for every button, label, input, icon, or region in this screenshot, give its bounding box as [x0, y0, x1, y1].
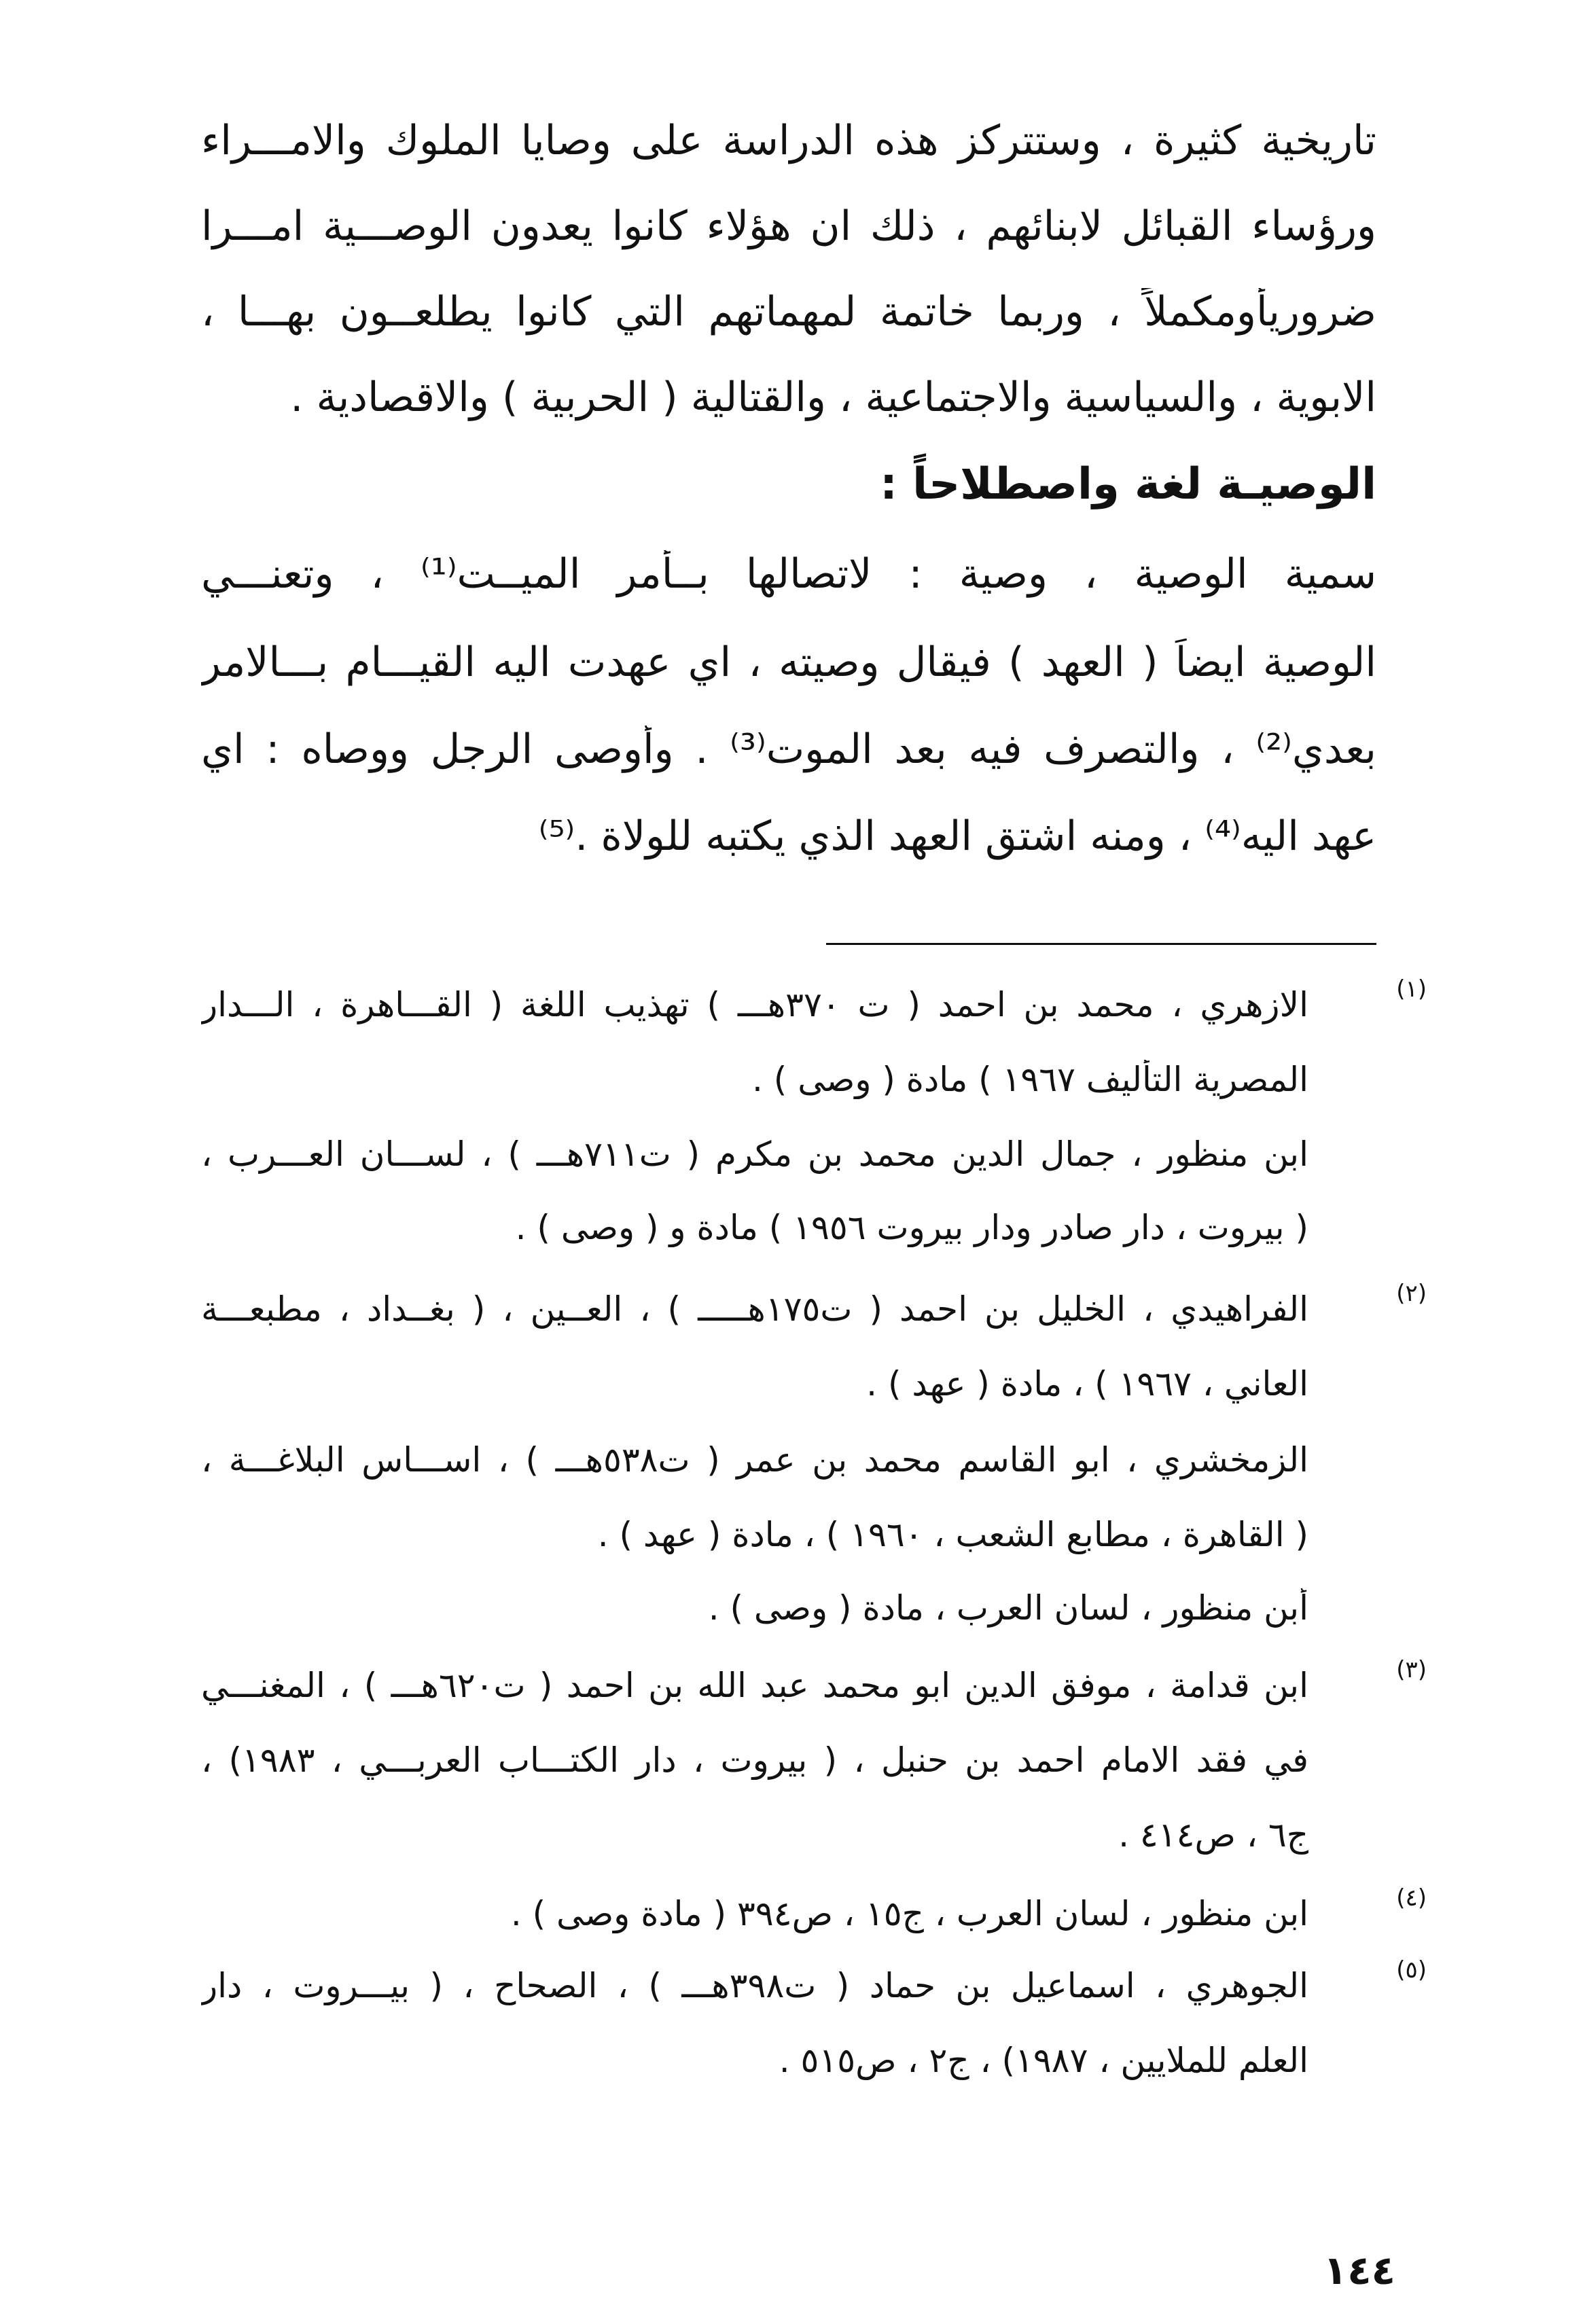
footnote-marker-2: (٢)	[1396, 1280, 1427, 1307]
body-line-4: الابوية ، والسياسية والاجتماعية ، والقتالية ( الحربية ) والاقصادية .	[290, 374, 1376, 421]
definition-line-4: عهد اليه⁽⁴⁾ ، ومنه اشتق العهد الذي يكتبه للولاة .⁽⁵⁾	[538, 812, 1376, 860]
footnote-marker-5: (٥)	[1396, 1956, 1427, 1984]
page-number: ١٤٤	[1323, 2247, 1395, 2293]
footnote-marker-1: (١)	[1396, 976, 1427, 1003]
footnote-1-line-4: ( بيروت ، دار صادر ودار بيروت ١٩٥٦ ) مادة و ( وصى ) .	[515, 1208, 1308, 1247]
footnote-2-line-5: أبن منظور ، لسان العرب ، مادة ( وصى ) .	[708, 1588, 1308, 1628]
footnote-4-line-1: ابن منظور ، لسان العرب ، ج١٥ ، ص٣٩٤ ( مادة وصى ) .	[510, 1894, 1308, 1933]
footnote-1-line-1: الازهري ، محمد بن احمد ( ت ٣٧٠هـــ ) تهذيب اللغة ( القـــاهرة ، الـــدار	[201, 985, 1308, 1024]
footnote-3-line-1: ابن قدامة ، موفق الدين ابو محمد عبد الله بن احمد ( ت٦٢٠هـــ ) ، المغنـــي	[201, 1666, 1308, 1705]
footnote-1-line-2: المصرية التأليف ١٩٦٧ ) مادة ( وصى ) .	[752, 1060, 1308, 1099]
body-line-1: تاريخية كثيرة ، وستتركز هذه الدراسة على وصايا الملوك والامـــراء	[201, 117, 1376, 164]
footnote-marker-4: (٤)	[1396, 1884, 1427, 1912]
body-line-2: ورؤساء القبائل لابنائهم ، ذلك ان هؤلاء كانوا يعدون الوصـــية امـــرا	[201, 202, 1376, 250]
footnote-2-line-2: العاني ، ١٩٦٧ ) ، مادة ( عهد ) .	[866, 1364, 1308, 1404]
footnote-3-line-2: في فقد الامام احمد بن حنبل ، ( بيروت ، دار الكتـــاب العربـــي ، ١٩٨٣) ،	[201, 1740, 1308, 1780]
definition-line-2: الوصية ايضاً ( العهد ) فيقال وصيته ، اي عهدت اليه القيـــام بـــالامر	[201, 639, 1376, 686]
footnote-marker-3: (٣)	[1396, 1656, 1427, 1683]
footnote-3-line-3: ج٦ ، ص٤١٤ .	[1118, 1815, 1308, 1855]
definition-line-1: سمية الوصية ، وصية : لاتصالها بــأمر الميــت⁽¹⁾ ، وتعنـــي	[201, 550, 1376, 598]
section-heading: الوصيـة لغة واصطلاحاً :	[880, 459, 1376, 510]
body-line-3: ضروريأومكملاً ، وربما خاتمة لمهماتهم التي كانوا يطلعــون بهـــا ،	[201, 288, 1376, 336]
footnote-2-line-4: ( القاهرة ، مطابع الشعب ، ١٩٦٠ ) ، مادة ( عهد ) .	[597, 1515, 1308, 1554]
footnote-5-line-1: الجوهري ، اسماعيل بن حماد ( ت٣٩٨هـــ ) ، الصحاح ، ( بيـــروت ، دار	[201, 1966, 1308, 2005]
footnote-separator	[826, 943, 1376, 945]
footnote-2-line-1: الفراهيدي ، الخليل بن احمد ( ت١٧٥هـــــ ) ، العــين ، ( بغــداد ، مطبعـــة	[201, 1289, 1308, 1329]
definition-line-3: بعدي⁽²⁾ ، والتصرف فيه بعد الموت⁽³⁾ . وأوصى الرجل ووصاه : اي	[201, 726, 1376, 773]
footnote-2-line-3: الزمخشري ، ابو القاسم محمد بن عمر ( ت٥٣٨هـــ ) ، اســـاس البلاغـــة ،	[201, 1440, 1308, 1480]
footnote-1-line-3: ابن منظور ، جمال الدين محمد بن مكرم ( ت٧١١هـــ ) ، لســـان العـــرب ،	[201, 1134, 1308, 1174]
footnote-5-line-2: العلم للملايين ، ١٩٨٧) ، ج٢ ، ص٥١٥ .	[779, 2041, 1308, 2080]
